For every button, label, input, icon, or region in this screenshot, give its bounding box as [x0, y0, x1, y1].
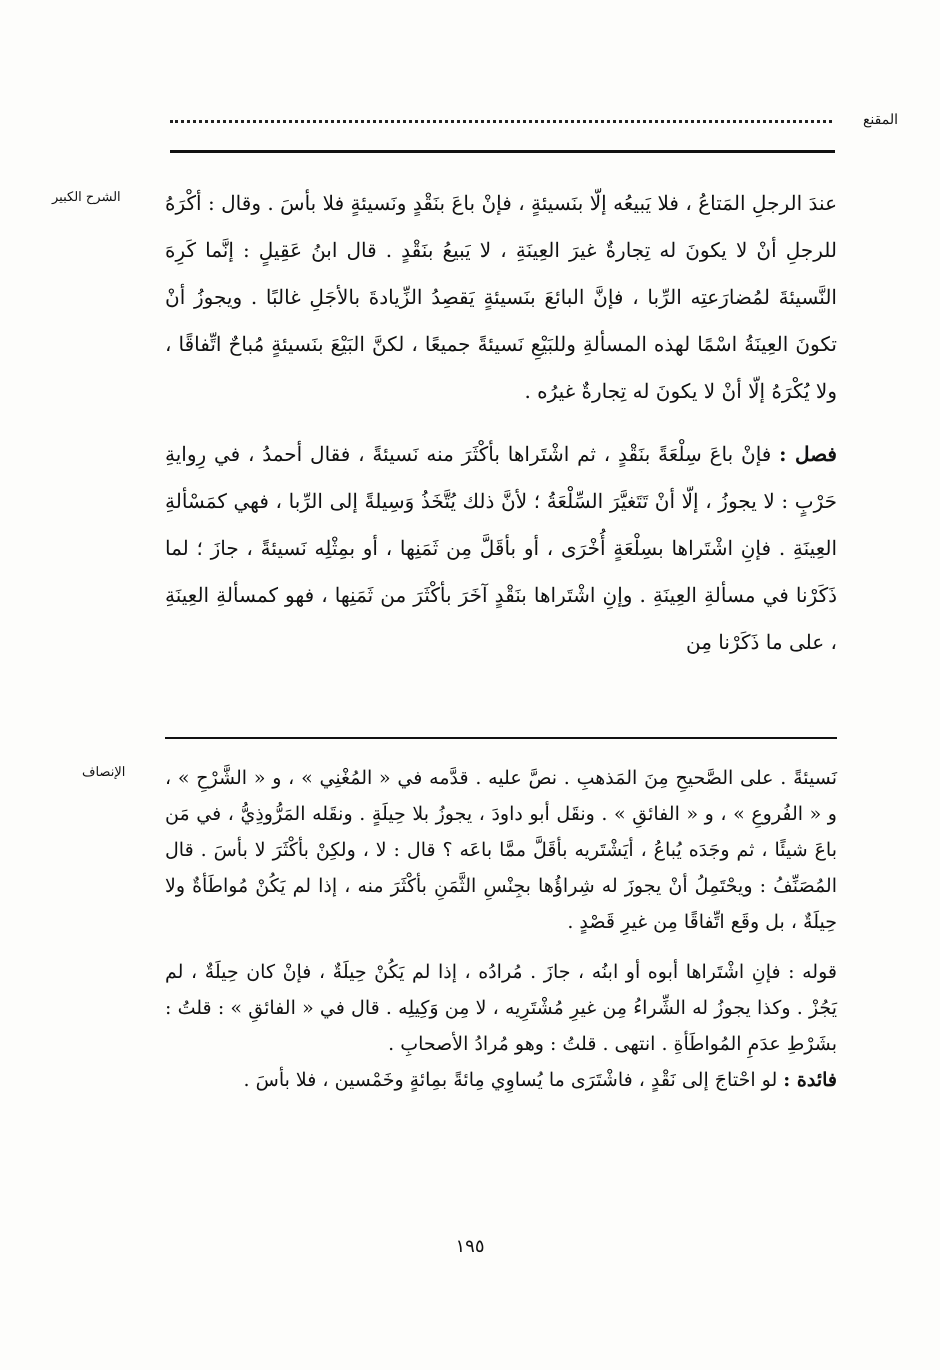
insaf-paragraph-2: قوله : فإنِ اشْتَراها أبوه أو ابنُه ، جازَ . مُرادُه ، إذا لم يَكُنْ حِيلَةٌ ، فإنْ كان حِيلَةٌ ، لم يَجُزْ . وكذا يجوزُ له الشِّراءُ مِن غيرِ مُشْتَرِيه ، لا مِن وَكِيلِه . قال في « الفائقِ » : قلتُ : بشَرْطِ عدَمِ المُواطَأةِ . انتهى . قلتُ : وهو مُرادُ الأصحابِ .	[165, 961, 837, 1055]
insaf-paragraph-3	[165, 1062, 837, 1098]
side-label-insaf: الإنصاف	[82, 765, 126, 780]
insaf-paragraph-1: نَسيئةً . على الصَّحيحِ مِنَ المَذهبِ . نصَّ عليه . قدَّمه في « المُغْنِي » ، و « الشَّرْحِ » ، و « الفُروعِ » ، و « الفائقِ » . ونقَل أبو داودَ ، يجوزُ بلا حِيلَةٍ . ونقَله المَرُّوذِيُّ ، في مَن باعَ شيئًا ، ثم وجَدَه يُباعُ ، أيَشْتَريه بأقَلَّ ممَّا باعَه ؟ قال : لا ، ولكِنْ بأكْثَرَ لا بأسَ . قال المُصَنِّفُ : ويحْتَمِلُ أنْ يجوزَ له شِراؤُها بجِنْسِ الثَّمَنِ بأكْثَرَ منه ، إذا لم يَكُنْ مُواطَأةٌ ولا حِيلَةٌ ، بل وقَع اتِّفاقًا مِن غيرِ قَصْدٍ .	[165, 767, 837, 933]
insaf-paragraph-3-text: لو احْتاجَ إلى نَقْدٍ ، فاشْتَرَى ما يُساوِي مِائةً بمِائةٍ وخَمْسين ، فلا بأسَ .	[243, 1069, 784, 1091]
sharh-paragraph-1: عندَ الرجلِ المَتاعُ ، فلا يَبيعُه إلّا بنَسيئةٍ ، فإنْ باعَ بنَقْدٍ ونَسيئةٍ فلا بأسَ . وقال : أكْرَهُ للرجلِ أنْ لا يكونَ له تِجارةٌ غيرَ العِينَةِ ، لا يَبيعُ بنَقْدٍ . قال ابنُ عَقِيلٍ : إنَّما كَرِهَ النَّسيئةَ لمُضارَعتِه الرِّبا ، فإنَّ البائعَ بنَسيئةٍ يَقصِدُ الزِّيادةَ بالأجَلِ غالبًا . ويجوزُ أنْ تكونَ العِينَةُ اسْمًا لهذه المسألةِ وللبَيْعِ نَسيئةً جميعًا ، لكنَّ البَيْعَ بنَسيئةٍ مُباحٌ اتِّفاقًا ، ولا يُكْرَهُ إلّا أنْ لا يكونَ له تِجارةٌ غيرُه .	[165, 191, 838, 403]
insaf-section	[165, 760, 837, 1098]
faida-heading: فائدة :	[783, 1069, 837, 1091]
side-label-sharh: الشرح الكبير	[52, 190, 121, 205]
fasl-heading: فصل :	[779, 442, 837, 466]
sharh-section	[165, 180, 837, 666]
sharh-paragraph-2	[165, 431, 837, 666]
header-dotted-leader	[170, 120, 832, 123]
page-number: ١٩٥	[455, 1236, 485, 1257]
header-rule	[170, 150, 835, 153]
sharh-paragraph-2-text: فإنْ باعَ سِلْعَةً بنَقْدٍ ، ثم اشْتَراها بأكْثَرَ منه نَسيئةً ، فقال أحمدُ ، في رِوايةِ حَرْبٍ : لا يجوزُ ، إلّا أنْ تَتَغيَّرَ السِّلْعَةُ ؛ لأنَّ ذلك يُتَّخَذُ وَسِيلةً إلى الرِّبا ، فهي كمَسْألةِ العِينَةِ . فإنِ اشْتَراها بسِلْعَةٍ أُخْرَى ، أو بأقَلَّ مِن ثَمَنِها ، أو بمِثْلِه نَسيئةً ، جازَ ؛ لما ذَكَرْنا في مسألةِ العِينَةِ . وإنِ اشْتَراها بنَقْدٍ آخَرَ بأكْثَرَ من ثَمَنِها ، فهو كمسألةِ العِينَةِ ، على ما ذَكَرْنا مِن	[165, 442, 837, 654]
running-header	[160, 108, 898, 138]
section-divider	[165, 737, 837, 739]
book-title: المقنع	[862, 112, 898, 128]
